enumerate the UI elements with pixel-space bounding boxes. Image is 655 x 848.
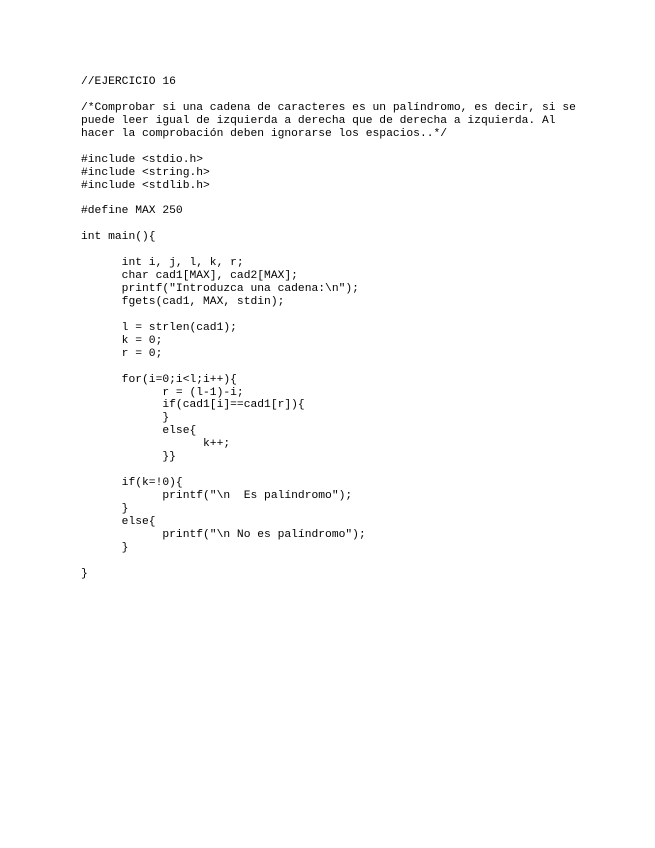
code-line: if(cad1[i]==cad1[r]){ xyxy=(81,399,305,412)
code-line: k = 0; xyxy=(81,334,163,347)
code-line: for(i=0;i<l;i++){ xyxy=(81,373,237,386)
code-line: char cad1[MAX], cad2[MAX]; xyxy=(81,270,298,283)
code-line: //EJERCICIO 16 xyxy=(81,76,176,88)
code-line xyxy=(81,141,576,154)
code-listing xyxy=(81,76,576,581)
code-line: #include <stdio.h> xyxy=(81,153,204,166)
code-line: #define MAX 250 xyxy=(81,205,183,218)
code-line: r = (l-1)-i; xyxy=(81,386,244,399)
code-line xyxy=(81,464,576,477)
code-line: fgets(cad1, MAX, stdin); xyxy=(81,295,285,308)
code-line xyxy=(81,309,576,322)
code-line xyxy=(81,555,576,568)
code-line: printf("\n Es palíndromo"); xyxy=(81,490,353,502)
code-line: else{ xyxy=(81,515,156,528)
code-line xyxy=(81,192,576,205)
code-line: } xyxy=(81,412,170,425)
code-line: hacer la comprobación deben ignorarse los espacios..*/ xyxy=(81,127,448,140)
code-line: printf("\n No es palíndromo"); xyxy=(81,528,366,541)
code-line: k++; xyxy=(81,438,231,451)
code-line: r = 0; xyxy=(81,347,163,360)
code-line: if(k=!0){ xyxy=(81,477,183,490)
code-line xyxy=(81,361,576,374)
code-line: /*Comprobar si una cadena de caracteres es un palíndromo, es decir, si se xyxy=(81,101,576,114)
code-line xyxy=(81,89,576,102)
code-line: int main(){ xyxy=(81,231,156,244)
code-line: #include <string.h> xyxy=(81,166,210,179)
code-line: int i, j, l, k, r; xyxy=(81,257,244,270)
code-line: puede leer igual de izquierda a derecha que de derecha a izquierda. Al xyxy=(81,114,556,127)
code-line: printf("Introduzca una cadena:\n"); xyxy=(81,283,359,295)
code-line: } xyxy=(81,541,129,554)
code-line: else{ xyxy=(81,425,197,438)
code-line: } xyxy=(81,567,88,580)
code-line: }} xyxy=(81,451,176,464)
code-line: #include <stdlib.h> xyxy=(81,179,210,192)
code-line: l = strlen(cad1); xyxy=(81,321,237,334)
code-line xyxy=(81,244,576,257)
code-line: } xyxy=(81,502,129,515)
code-line xyxy=(81,218,576,231)
